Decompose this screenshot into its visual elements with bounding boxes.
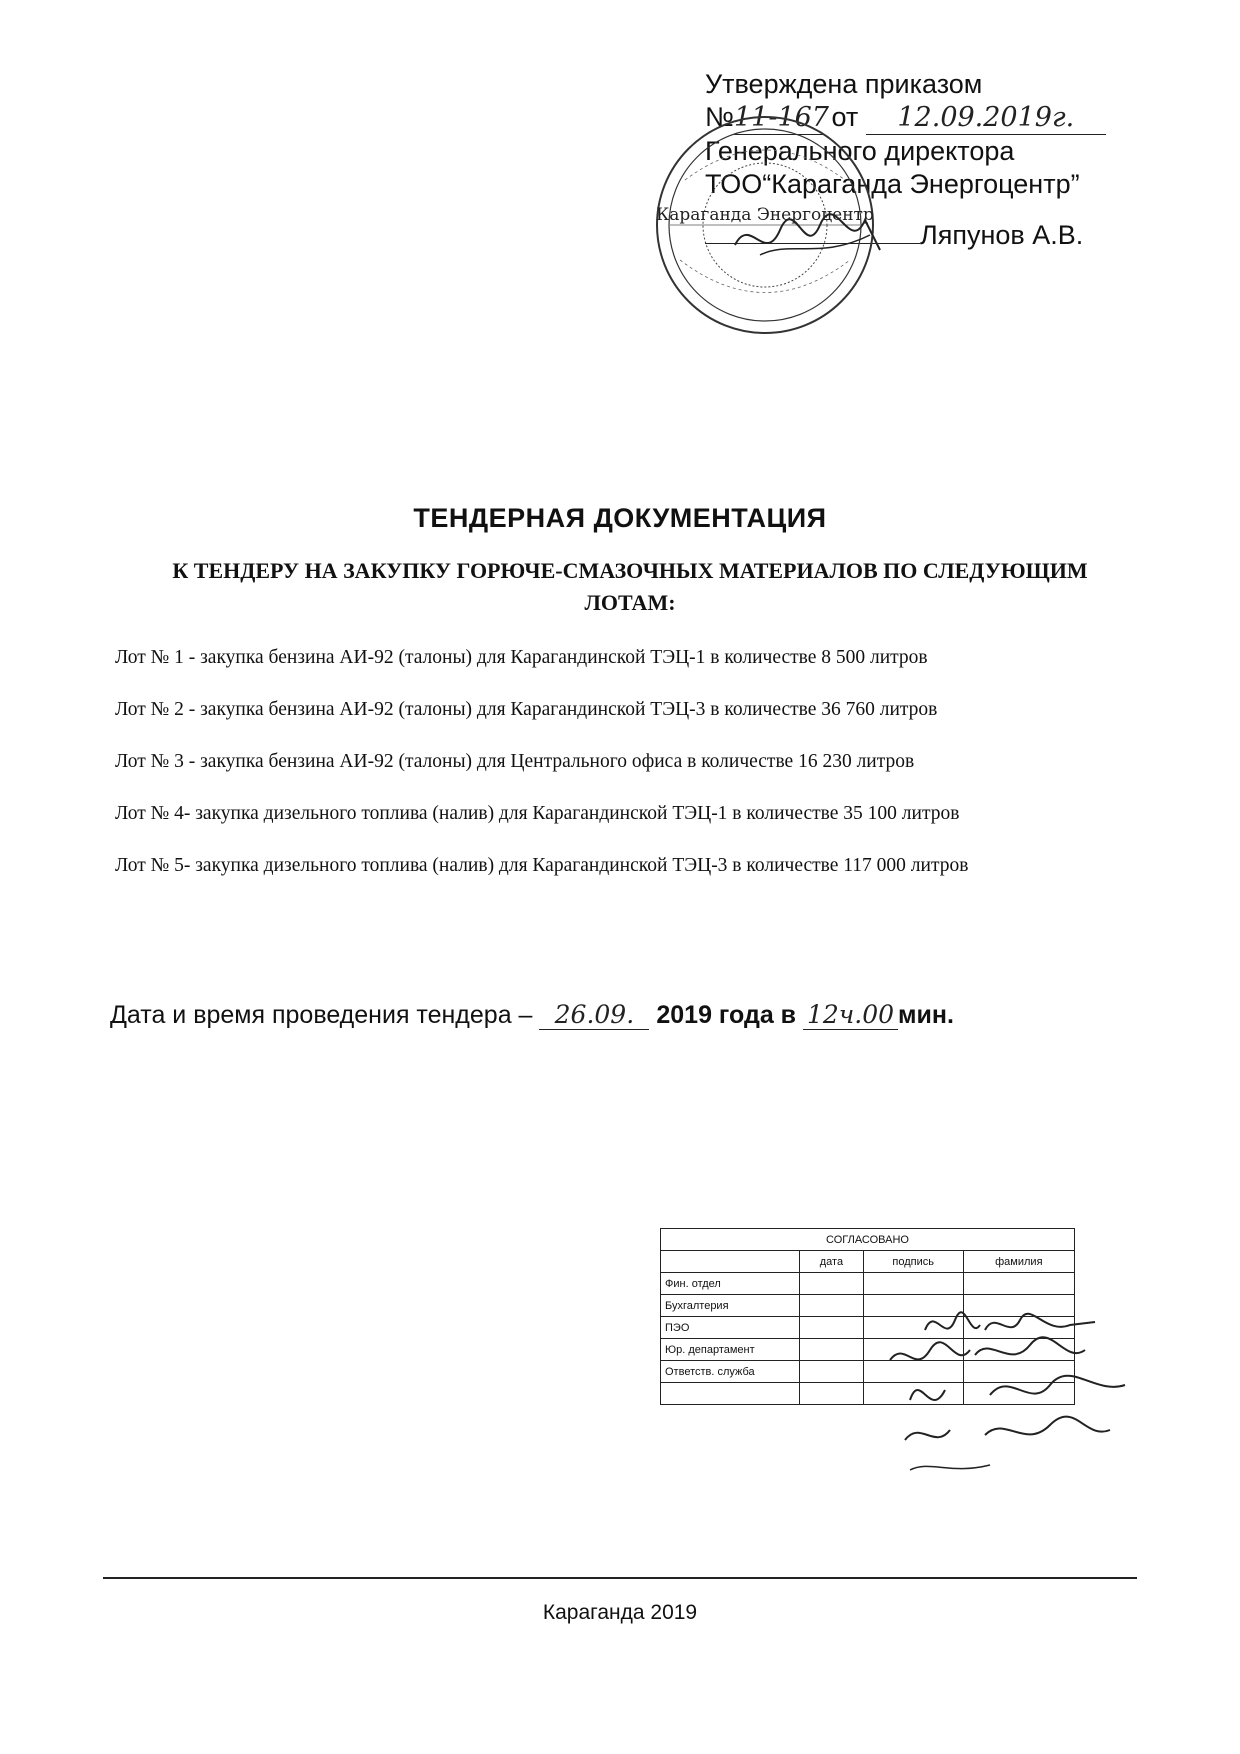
- agreement-col-header: подпись: [863, 1251, 963, 1273]
- table-cell: [800, 1339, 864, 1361]
- approval-line-3: Генерального директора: [705, 136, 1015, 166]
- table-cell: [661, 1383, 800, 1405]
- document-title: ТЕНДЕРНАЯ ДОКУМЕНТАЦИЯ: [413, 503, 827, 533]
- table-cell: [800, 1295, 864, 1317]
- tender-datetime-label: Дата и время проведения тендера –: [110, 1001, 533, 1029]
- approval-line-1: Утверждена приказом: [705, 69, 983, 99]
- director-signature: [730, 205, 890, 275]
- lot-item: Лот № 1 - закупка бензина АИ-92 (талоны) для Карагандинской ТЭЦ-1 в количестве 8 500 литров: [115, 647, 928, 668]
- seal-center-text: Караганда Энергоцентр: [656, 205, 874, 225]
- footer-divider: [103, 1577, 1137, 1579]
- tender-datetime-prefix: [110, 1001, 532, 1029]
- agreement-row-label: Фин. отдел: [661, 1273, 800, 1295]
- table-cell: [863, 1273, 963, 1295]
- agreement-row-label: Бухгалтерия: [661, 1295, 800, 1317]
- lot-item: Лот № 4- закупка дизельного топлива (налив) для Карагандинской ТЭЦ-1 в количестве 35 100 литров: [115, 803, 960, 824]
- document-subtitle: К ТЕНДЕРУ НА ЗАКУПКУ ГОРЮЧЕ-СМАЗОЧНЫХ МАТЕРИАЛОВ ПО СЛЕДУЮЩИМ ЛОТАМ:: [172, 558, 1088, 615]
- table-row: [661, 1273, 1075, 1295]
- table-cell: [800, 1273, 864, 1295]
- agreement-row-label: ПЭО: [661, 1317, 800, 1339]
- agreement-title: СОГЛАСОВАНО: [661, 1229, 1075, 1251]
- lots-list: [115, 645, 1135, 905]
- agreement-col-header: фамилия: [963, 1251, 1074, 1273]
- agreement-row-label: Юр. департамент: [661, 1339, 800, 1361]
- approval-signatures: [870, 1300, 1150, 1480]
- table-cell: [800, 1383, 864, 1405]
- footer-place-year: Караганда 2019: [542, 1601, 698, 1624]
- signer-name: Ляпунов А.В.: [920, 220, 1084, 250]
- table-cell: [800, 1317, 864, 1339]
- order-number: 11-167: [733, 102, 829, 133]
- order-from-word: от: [831, 102, 859, 132]
- lot-item: Лот № 5- закупка дизельного топлива (налив) для Карагандинской ТЭЦ-3 в количестве 117 000 литров: [115, 855, 969, 876]
- tender-time: 12ч.00: [803, 1000, 898, 1030]
- table-cell: [963, 1273, 1074, 1295]
- tender-date: 26.09.: [539, 1000, 649, 1030]
- order-number-prefix: №: [705, 102, 734, 132]
- order-date: 12.09.2019г.: [866, 101, 1106, 135]
- agreement-col-header: [661, 1251, 800, 1273]
- tender-year: 2019 года в: [656, 1001, 797, 1029]
- lot-item: Лот № 2 - закупка бензина АИ-92 (талоны) для Карагандинской ТЭЦ-3 в количестве 36 760 литров: [115, 699, 938, 720]
- approval-line-4: ТОО“Караганда Энергоцентр”: [705, 169, 1080, 199]
- table-cell: [800, 1361, 864, 1383]
- lot-item: Лот № 3 - закупка бензина АИ-92 (талоны) для Центрального офиса в количестве 16 230 литров: [115, 751, 915, 772]
- agreement-row-label: Ответств. служба: [661, 1361, 800, 1383]
- tender-datetime: [110, 1000, 954, 1030]
- agreement-col-header: дата: [800, 1251, 864, 1273]
- tender-minutes: мин.: [898, 1001, 954, 1029]
